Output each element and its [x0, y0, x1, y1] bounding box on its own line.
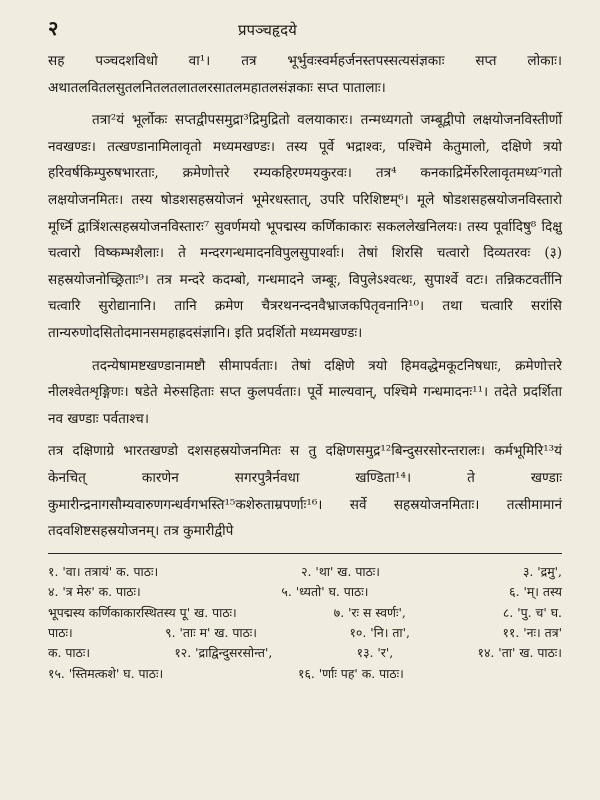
body-text: [48, 48, 562, 545]
footnote: ७. 'रः स स्वर्णः',: [333, 604, 406, 620]
footnote: १. 'वा। तत्रायं' क. पाठः।: [48, 563, 159, 579]
footnote-row: [48, 603, 562, 623]
paragraph: तदन्येषामष्टखण्डानामष्टौ सीमापर्वताः। तेषां दक्षिणे त्रयो हिमवद्धेमकूटनिषधाः, क्रमेणोत्तरे नीलश्वेतशृङ्गिणः। षडेते मेरुसहिताः सप्त कुलपर्वताः। पूर्वे माल्यवान्, पश्चिमे गन्धमादनः¹¹। तदेते प्रदर्शिता नव खण्डाः पर्वताश्च।: [48, 357, 562, 427]
footnote: १५. 'स्तिमत्कशे' घ. पाठः।: [48, 665, 164, 681]
footnote: १२. 'द्राद्विन्दुसरसोन्त',: [174, 645, 273, 661]
paragraph: सह पञ्चदशविधो वा¹। तत्र भूर्भुवःस्वर्महर्जनस्तपस्सत्यसंज्ञकाः सप्त लोकाः। अथातलवितलसुतलनितलतलातलरसातलमहातलसंज्ञकाः सप्त पातालाः।: [48, 53, 562, 96]
footnote-row: [48, 562, 562, 582]
footnote: ६. 'म्। तस्य: [509, 584, 562, 600]
paragraph: तत्र दक्षिणाग्रे भारतखण्डो दशसहस्रयोजनमितः स तु दक्षिणसमुद्र¹²बिन्दुसरसोरन्तरालः। कर्मभूमिरि¹³यं केनचित् कारणेन सगरपुत्रैर्नवधा खण्डिता¹⁴। ते खण्डाः कुमारीन्द्रनागसौम्यवारुणगन्धर्वगभस्ति¹⁵कशेरुताम्रपर्णाः¹⁶। सर्वे सहस्रयोजनमिताः। तत्सीमामानं तदवशिष्टसहस्रयोजनम्। तत्र कुमारीद्वीपे: [48, 443, 562, 540]
running-title: प्रपञ्चहृदये: [238, 21, 297, 39]
page-number: २: [48, 16, 59, 40]
footnote-divider: [48, 553, 562, 554]
footnote: क. पाठः।: [48, 645, 91, 661]
footnote: ३. 'द्रमु',: [522, 563, 562, 579]
footnote: १३. 'र',: [356, 645, 394, 661]
footnote: १६. 'र्णाः पह' क. पाठः।: [298, 665, 404, 681]
footnote-row: [48, 643, 562, 663]
footnote: १४. 'ता' ख. पाठः।: [477, 645, 562, 661]
footnote: ११. 'नः। तत्र': [502, 624, 562, 640]
footnote-row: [48, 664, 562, 684]
footnote: १०. 'नि। ता',: [349, 624, 410, 640]
footnote: पाठः।: [48, 624, 73, 640]
footnote-row: [48, 582, 562, 602]
footnotes: [48, 562, 562, 684]
footnote: २. 'था' ख. पाठः।: [301, 563, 380, 579]
paragraph: तत्रा²यं भूर्लोकः सप्तद्वीपसमुद्रा³द्रिमुद्रितो वलयाकारः। तन्मध्यगतो जम्बूद्वीपो लक्षयोजनविस्तीर्णो नवखण्डः। तत्खण्डानामिलावृतो मध्यमखण्डः। तस्य पूर्वे भद्राश्वः, पश्चिमे केतुमालो, दक्षिणे त्रयो हरिवर्षकिम्पुरुषभारताः, क्रमेणोत्तरे रम्यकहिरण्मयकुरवः। तत्र⁴ कनकाद्रिर्मेरुरिलावृतमध्य⁵गतो लक्षयोजनमितः। तस्य षोडशसहस्रयोजनं भूमेरधस्तात्, उपरि परिशिष्टम्⁶। मूले षोडशसहस्रयोजनविस्तारो मूर्ध्नि द्वात्रिंशत्सहस्रयोजनविस्तारः⁷ सुवर्णमयो भूपद्मस्य कर्णिकाकारः सकललेखनिलयः। तस्य पूर्वादिषु⁸ दिक्षु चत्वारो विष्कम्भशैलाः। ते मन्दरगन्धमादनविपुलसुपार्श्वाः। तेषां शिरसि चत्वारो दिव्यतरवः (३) सहस्रयोजनोच्छ्रिताः⁹। तत्र मन्दरे कदम्बो, गन्धमादने जम्बूः, विपुलेऽश्वत्थः, सुपार्श्वे वटः। तन्निकटवर्तीनि चत्वारि सुरोद्यानानि। तानि क्रमेण चैत्ररथनन्दनवैभ्राजकपितृवनानि¹⁰। तथा चत्वारि सरांसि तान्यरुणोदसितोदमानसमहाह्रदसंज्ञानि। इति प्रदर्शितो मध्यमखण्डः।: [48, 112, 562, 341]
page-header: [48, 14, 562, 48]
footnote: ८. 'पु. च' घ.: [502, 604, 562, 620]
footnote: ९. 'ताः म' ख. पाठः।: [165, 624, 257, 640]
footnote: ५. 'ध्यतो' घ. पाठः।: [281, 584, 369, 600]
footnote: ४. 'त्र मेरु' क. पाठः।: [48, 584, 141, 600]
footnote: भूपद्मस्य कर्णिकाकारस्थितस्य पू' ख. पाठः।: [48, 604, 237, 620]
footnote-row: [48, 623, 562, 643]
